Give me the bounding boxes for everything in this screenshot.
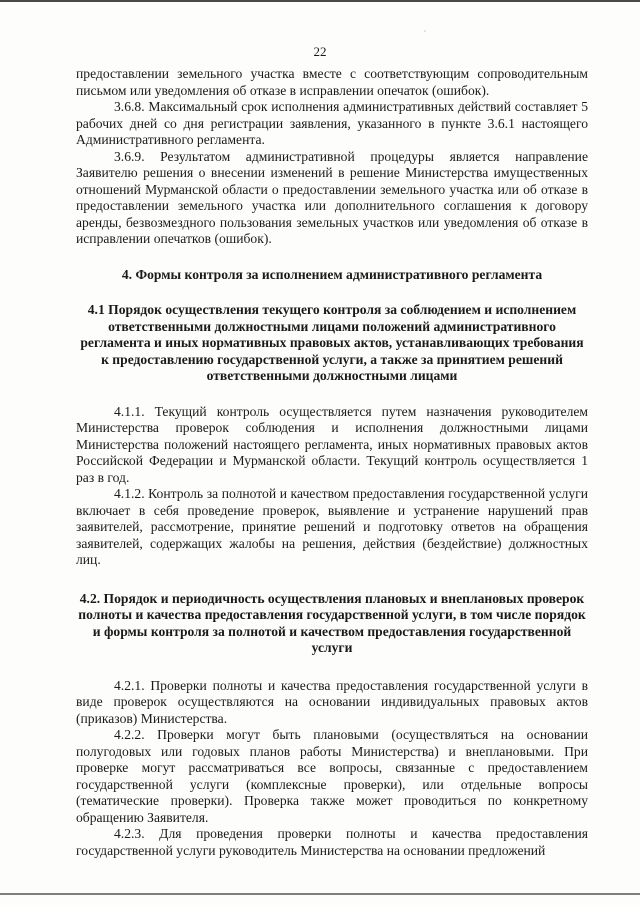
paragraph-continuation: предоставлении земельного участка вместе с соответствующим сопроводительным письмом или уведомления об отказе в исправлении опечаток (ошибок). xyxy=(76,66,588,98)
paragraph-4-2-3: 4.2.3. Для проведения проверки полноты и качества предоставления государственной услуги руководитель Министерства на основании предложений xyxy=(76,826,588,858)
paragraph-3-6-9: 3.6.9. Результатом административной процедуры является направление Заявителю решения о внесении изменений в решение Министерства имущественных отношений Мурманской области о предоставлении земельного участка или об отказе в предоставлении земельного участка или дополнительного соглашения к договору аренды, безвозмездного пользования земельных участков или уведомления об отказе в исправлении опечатков (ошибок). xyxy=(76,148,588,246)
paragraph-4-2-2: 4.2.2. Проверки могут быть плановыми (осуществляться на основании полугодовых или годовых планов работы Министерства) и внеплановыми. При проверке могут рассматриваться все вопросы, связанные с предоставлением государственной услуги (комплексные проверки), или отдельные вопросы (тематические проверки). Проверка также может проводиться по конкретному обращению Заявителя. xyxy=(76,727,588,825)
paragraph-4-1-1: 4.1.1. Текущий контроль осуществляется путем назначения руководителем Министерства проверок соблюдения и исполнения должностными лицами Министерства положений настоящего регламента, иных нормативных правовых актов Российской Федерации и Мурманской области. Текущий контроль осуществляется 1 раз в год. xyxy=(76,403,588,485)
scan-speck xyxy=(455,520,456,521)
document-body xyxy=(76,66,588,859)
scan-bottom-edge xyxy=(0,893,640,895)
paragraph-4-2-1: 4.2.1. Проверки полноты и качества предоставления государственной услуги в виде проверок осуществляются на основании индивидуальных правовых актов (приказов) Министерства. xyxy=(76,677,588,726)
paragraph-4-1-2: 4.1.2. Контроль за полнотой и качеством предоставления государственной услуги включает в себя проведение проверок, выявление и устранение нарушений прав заявителей, рассмотрение, принятие решений и подготовку ответов на обращения заявителей, содержащих жалобы на решения, действия (бездействие) должностных лиц. xyxy=(76,486,588,567)
section-4-heading: 4. Формы контроля за исполнением административного регламента xyxy=(121,266,543,282)
page-number: 22 xyxy=(313,44,327,59)
scan-speck xyxy=(568,548,570,550)
scan-top-edge xyxy=(0,0,640,2)
subsection-4-2-heading: 4.2. Порядок и периодичность осуществления плановых и внеплановых проверок полноты и качества предоставления государственной услуги, в том числе порядок и формы контроля за полнотой и качеством предоставления государственной услуги xyxy=(78,590,586,655)
subsection-4-1-heading: 4.1 Порядок осуществления текущего контроля за соблюдением и исполнением ответственными должностными лицами положений административного регламента и иных нормативных правовых актов, устанавливающих требования к предоставлению государственной услуги, а также за принятием решений ответственными должностными лицами xyxy=(80,302,584,383)
paragraph-3-6-8: 3.6.8. Максимальный срок исполнения административных действий составляет 5 рабочих дней со дня регистрации заявления, указанного в пункте 3.6.1 настоящего Административного регламента. xyxy=(76,99,588,147)
scan-speck xyxy=(424,30,426,32)
